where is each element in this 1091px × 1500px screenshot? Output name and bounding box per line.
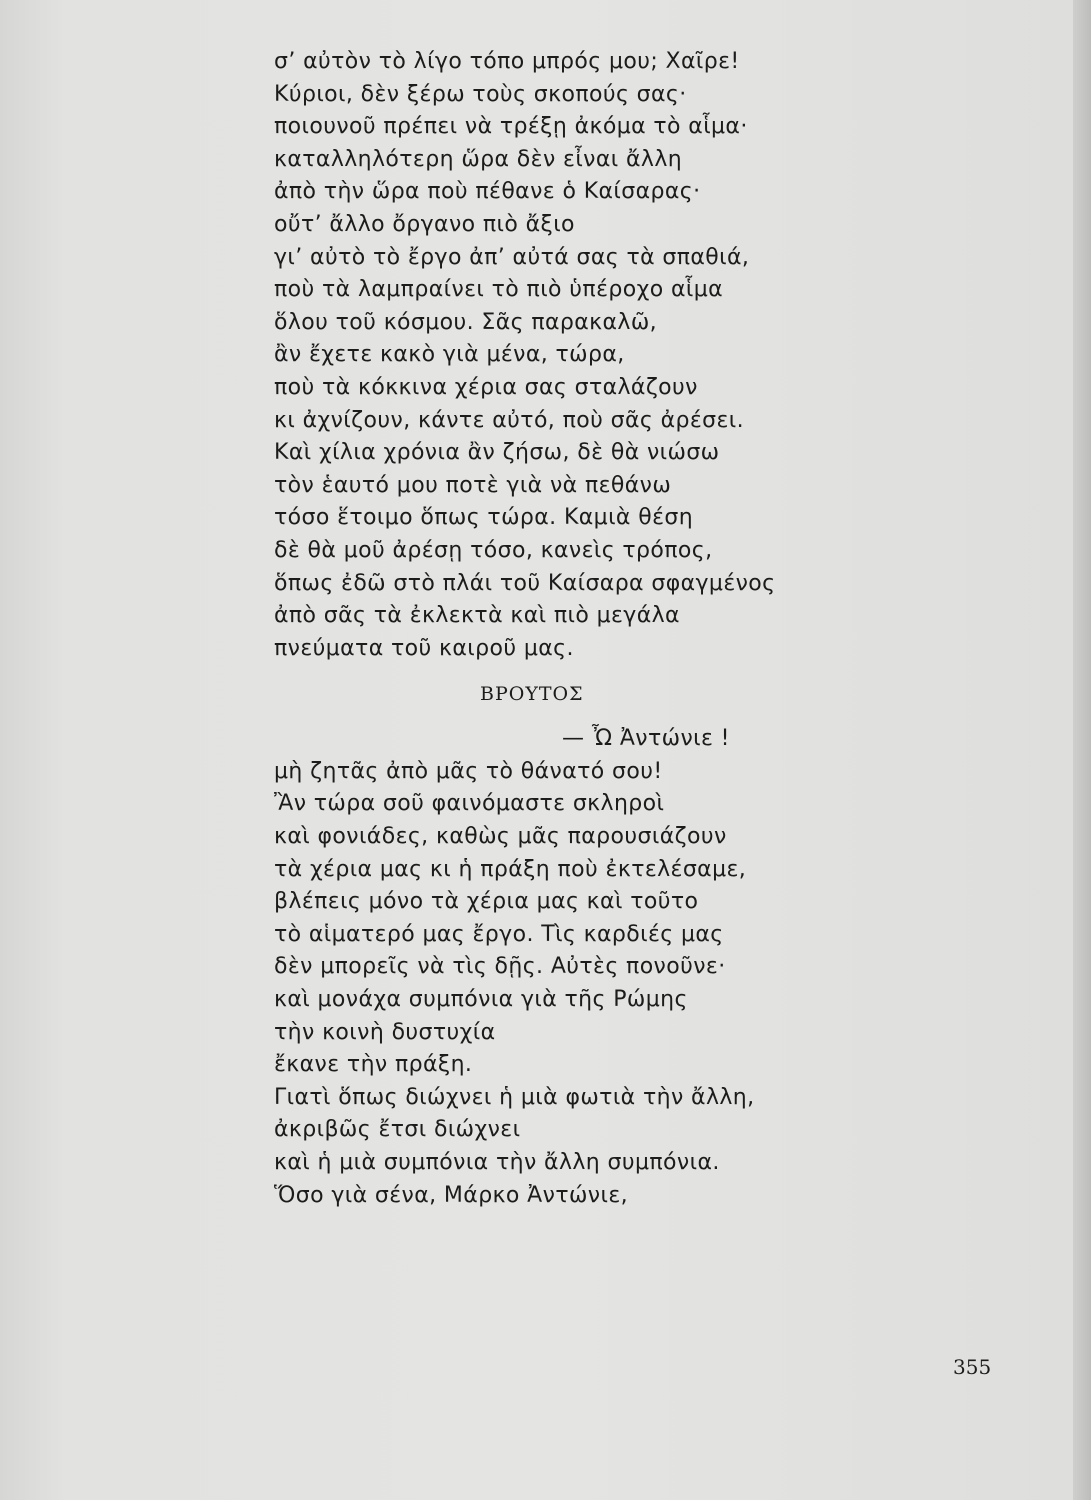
verse-line: Κύριοι, δὲν ξέρω τοὺς σκοπούς σας·	[274, 81, 687, 107]
cue-line: — Ὦ Ἀντώνιε !	[562, 726, 730, 752]
verse-line: σ’ αὐτὸν τὸ λίγο τόπο μπρός μου; Χαῖρε!	[274, 49, 740, 74]
verse-block	[274, 46, 874, 1212]
verse-line: καὶ φονιάδες, καθὼς μᾶς παρουσιάζουν	[274, 824, 727, 850]
verse-line: καὶ μονάχα συμπόνια γιὰ τῆς Ρώμης	[274, 987, 688, 1013]
verse-line: ὅπως ἐδῶ στὸ πλάι τοῦ Καίσαρα σφαγμένος	[274, 570, 776, 596]
verse-line: τὴν κοινὴ δυστυχία	[274, 1019, 496, 1045]
verse-line: ἀκριβῶς ἔτσι διώχνει	[274, 1117, 521, 1143]
verse-line: βλέπεις μόνο τὰ χέρια μας καὶ τοῦτο	[274, 889, 699, 915]
verse-line: ἂν ἔχετε κακὸ γιὰ μένα, τώρα,	[274, 342, 625, 368]
verse-line: κι ἀχνίζουν, κάντε αὐτό, ποὺ σᾶς ἀρέσει.	[274, 407, 744, 433]
verse-line: τὸν ἑαυτό μου ποτὲ γιὰ νὰ πεθάνω	[274, 472, 672, 498]
verse-line: δὲ θὰ μοῦ ἀρέσῃ τόσο, κανεὶς τρόπος,	[274, 537, 713, 563]
verse-line: τὸ αἱματερό μας ἔργο. Τὶς καρδιές μας	[274, 921, 724, 947]
verse-line: μὴ ζητᾶς ἀπὸ μᾶς τὸ θάνατό σου!	[274, 758, 663, 784]
verse-line: ἀπὸ τὴν ὥρα ποὺ πέθανε ὁ Καίσαρας·	[274, 179, 701, 205]
verse-line: ποὺ τὰ λαμπραίνει τὸ πιὸ ὑπέροχο αἷμα	[274, 277, 723, 303]
verse-line: οὔτ’ ἄλλο ὄργανο πιὸ ἄξιο	[274, 211, 575, 237]
verse-line: καὶ ἡ μιὰ συμπόνια τὴν ἄλλη συμπόνια.	[274, 1150, 720, 1175]
verse-line: γι’ αὐτὸ τὸ ἔργο ἀπ’ αὐτά σας τὰ σπαθιά,	[274, 244, 750, 270]
speaker-heading: ΒΡΟΥΤΟΣ	[480, 683, 584, 706]
verse-line: ποὺ τὰ κόκκινα χέρια σας σταλάζουν	[274, 374, 698, 400]
verse-line: Ὅσο γιὰ σένα, Μάρκο Ἀντώνιε,	[274, 1182, 629, 1208]
verse-line: τὰ χέρια μας κι ἡ πράξη ποὺ ἐκτελέσαμε,	[274, 856, 747, 882]
verse-line: Ἂν τώρα σοῦ φαινόμαστε σκληροὶ	[274, 791, 665, 817]
verse-line: ποιουνοῦ πρέπει νὰ τρέξῃ ἀκόμα τὸ αἷμα·	[274, 114, 748, 140]
verse-line: τόσο ἕτοιμο ὅπως τώρα. Καμιὰ θέση	[274, 505, 694, 531]
verse-line: πνεύματα τοῦ καιροῦ μας.	[274, 635, 574, 661]
verse-line: ἀπὸ σᾶς τὰ ἐκλεκτὰ καὶ πιὸ μεγάλα	[274, 603, 680, 629]
verse-line: ἔκανε τὴν πράξη.	[274, 1052, 473, 1078]
verse-line: Γιατὶ ὅπως διώχνει ἡ μιὰ φωτιὰ τὴν ἄλλη,	[274, 1084, 755, 1110]
page-spine-shadow	[1073, 0, 1091, 1500]
verse-line: Καὶ χίλια χρόνια ἂν ζήσω, δὲ θὰ νιώσω	[274, 440, 720, 466]
verse-line: καταλληλότερη ὥρα δὲν εἶναι ἄλλη	[274, 146, 683, 172]
verse-line: δὲν μπορεῖς νὰ τὶς δῇς. Αὐτὲς πονοῦνε·	[274, 954, 726, 980]
page-number: 355	[953, 1355, 992, 1379]
verse-line: ὅλου τοῦ κόσμου. Σᾶς παρακαλῶ,	[274, 309, 658, 335]
